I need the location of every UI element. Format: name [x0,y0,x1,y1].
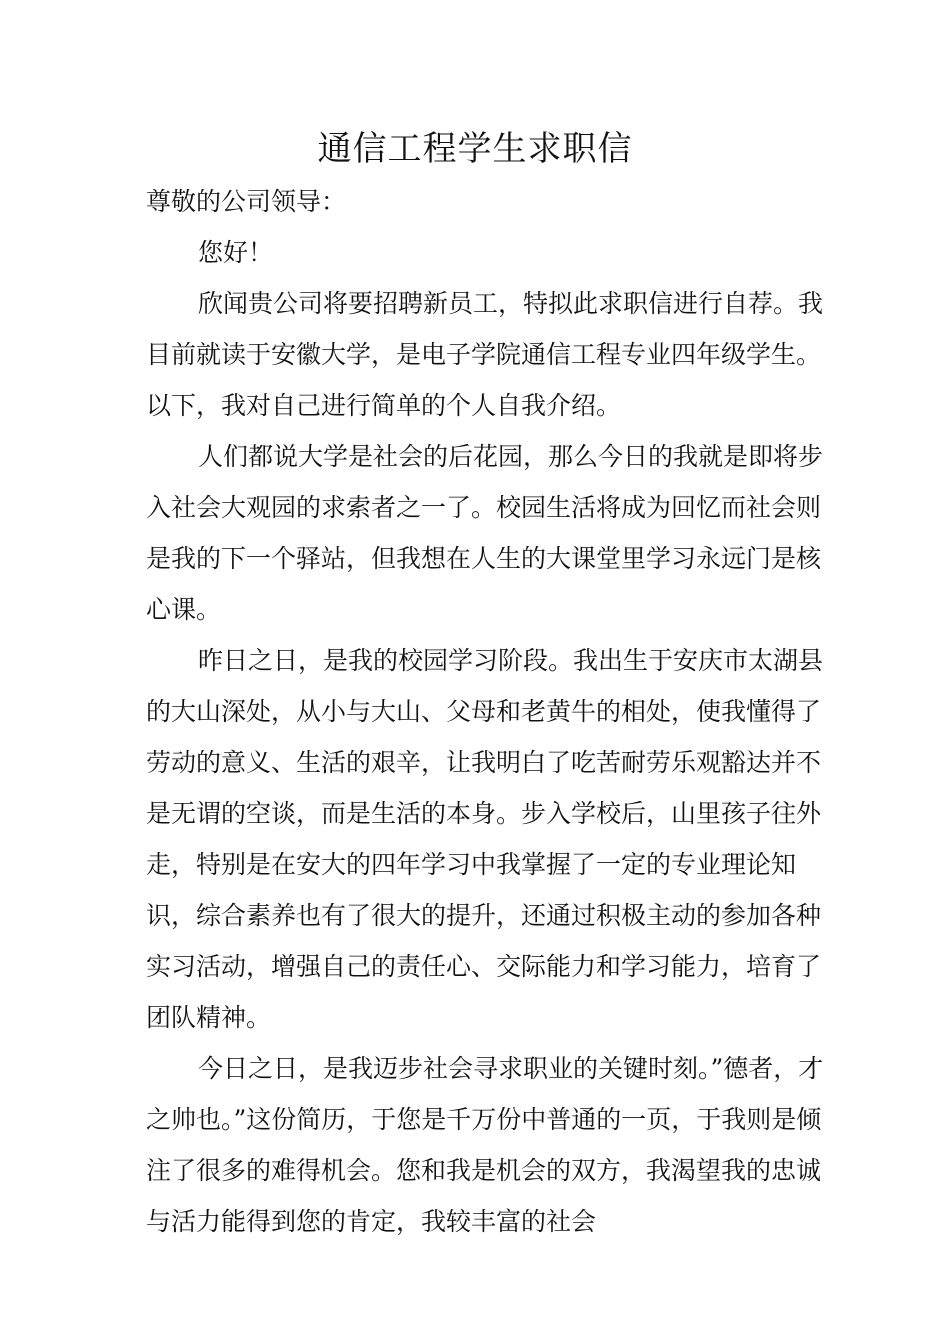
paragraph-present: 今日之日，是我迈步社会寻求职业的关键时刻。”德者，才之帅也。”这份简历，于您是千万份中普通的一页，于我则是倾注了很多的难得机会。您和我是机会的双方，我渴望我的忠诚与活力能得到您的肯定，我较丰富的社会 [146,1054,824,1236]
paragraph-past: 昨日之日，是我的校园学习阶段。我出生于安庆市太湖县的大山深处，从小与大山、父母和老黄牛的相处，使我懂得了劳动的意义、生活的艰辛，让我明白了吃苦耐劳乐观豁达并不是无谓的空谈，而是生活的本身。步入学校后，山里孩子往外走，特别是在安大的四年学习中我掌握了一定的专业理论知识，综合素养也有了很大的提升，还通过积极主动的参加各种实习活动，增强自己的责任心、交际能力和学习能力，培育了团队精神。 [146,646,824,1032]
paragraph-university: 人们都说大学是社会的后花园，那么今日的我就是即将步入社会大观园的求索者之一了。校园生活将成为回忆而社会则是我的下一个驿站，但我想在人生的大课堂里学习永远门是核心课。 [146,442,824,624]
salutation: 尊敬的公司领导： [146,187,347,216]
letter-body [146,176,836,1247]
document-title: 通信工程学生求职信 [317,129,633,169]
paragraph-intro: 欣闻贵公司将要招聘新员工，特拟此求职信进行自荐。我目前就读于安徽大学，是电子学院通信工程专业四年级学生。以下，我对自己进行简单的个人自我介绍。 [146,289,824,420]
greeting: 您好！ [198,238,274,267]
